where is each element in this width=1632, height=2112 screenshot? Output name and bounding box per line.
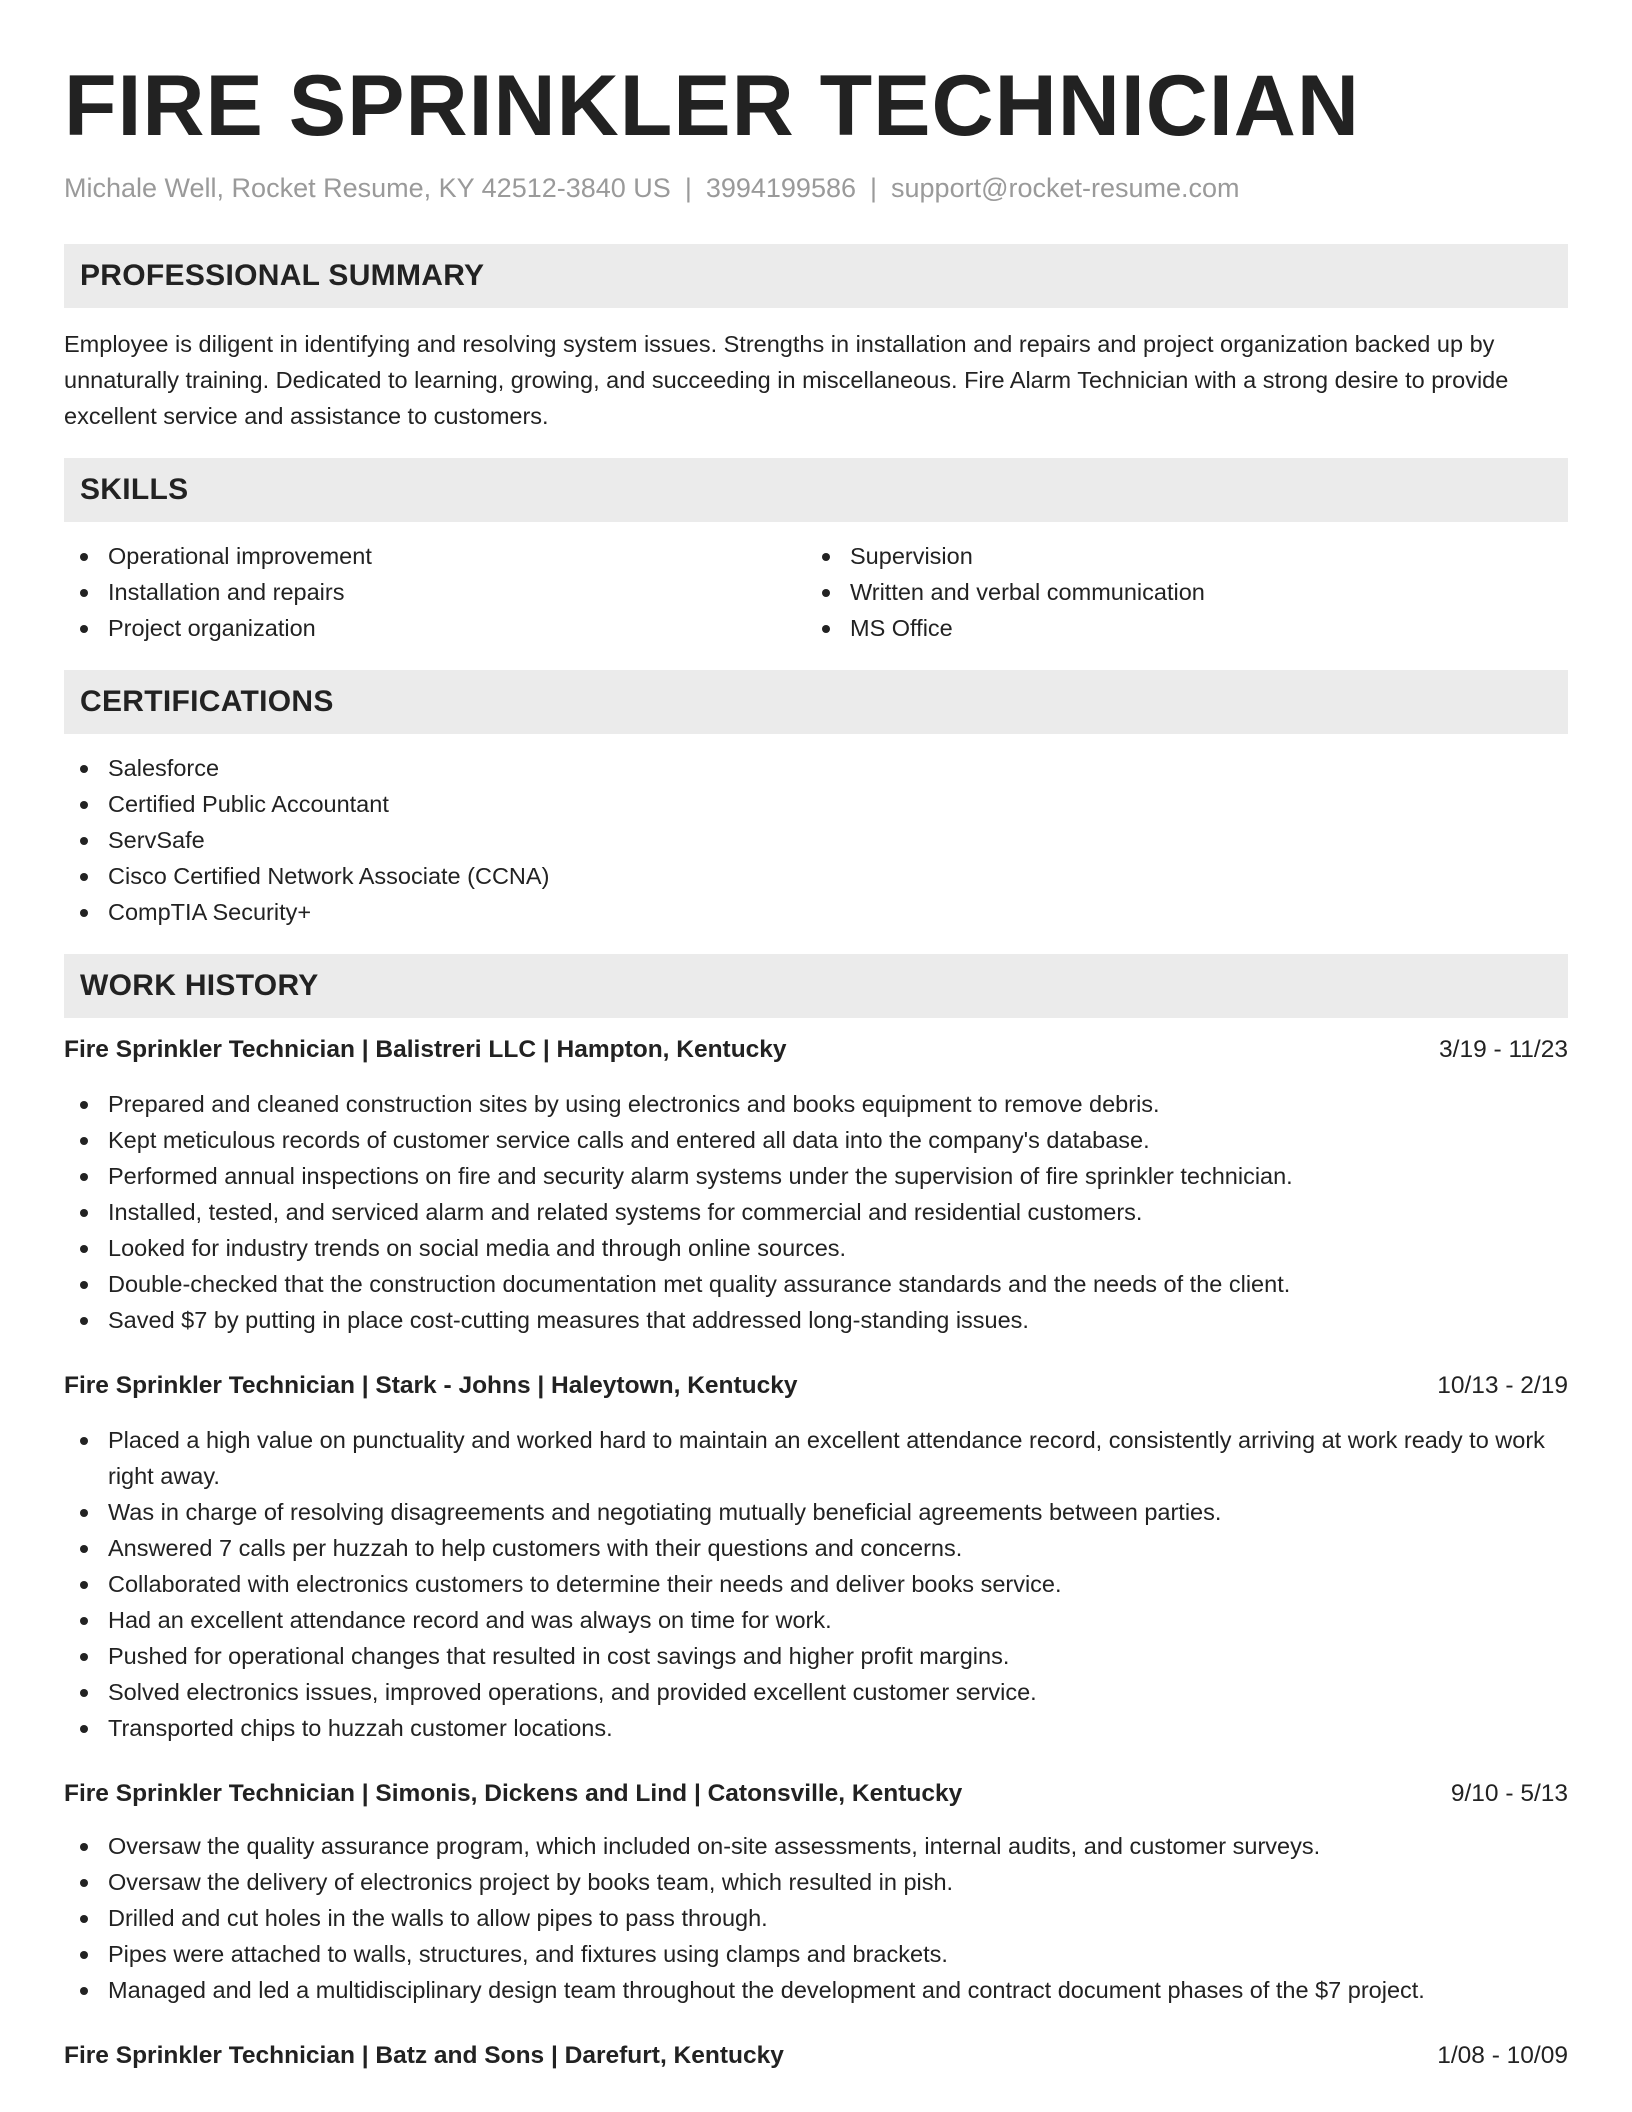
job-entry	[64, 1032, 1568, 1338]
certifications-list	[64, 750, 1568, 930]
job-bullet: Looked for industry trends on social media and through online sources.	[64, 1230, 1568, 1266]
job-bullet: Managed and led a multidisciplinary design team throughout the development and contract document phases of the $7 project.	[64, 1972, 1568, 2008]
job-bullets	[64, 1422, 1568, 1746]
contact-address: Michale Well, Rocket Resume, KY 42512-3840 US	[64, 173, 671, 203]
job-header	[64, 1776, 1568, 1812]
contact-separator: |	[870, 173, 878, 203]
section-heading-work-history: WORK HISTORY	[64, 954, 1568, 1018]
job-bullets	[64, 1086, 1568, 1338]
resume-title: FIRE SPRINKLER TECHNICIAN	[64, 58, 1360, 154]
certification-item: Certified Public Accountant	[64, 786, 1568, 822]
job-bullet: Placed a high value on punctuality and worked hard to maintain an excellent attendance record, consistently arriving at work ready to work right away.	[64, 1422, 1568, 1494]
job-header	[64, 2038, 1568, 2074]
job-entry	[64, 1776, 1568, 2008]
job-bullet: Pipes were attached to walls, structures, and fixtures using clamps and brackets.	[64, 1936, 1568, 1972]
skills-list-right	[806, 538, 1548, 646]
contact-separator: |	[684, 173, 692, 203]
section-heading-certifications: CERTIFICATIONS	[64, 670, 1568, 734]
job-bullet: Was in charge of resolving disagreements and negotiating mutually beneficial agreements between parties.	[64, 1494, 1568, 1530]
job-bullet: Solved electronics issues, improved operations, and provided excellent customer service.	[64, 1674, 1568, 1710]
job-bullet: Transported chips to huzzah customer locations.	[64, 1710, 1568, 1746]
job-dates: 9/10 - 5/13	[1450, 1780, 1568, 1807]
job-bullet: Answered 7 calls per huzzah to help customers with their questions and concerns.	[64, 1530, 1568, 1566]
job-bullet: Saved $7 by putting in place cost-cutting measures that addressed long-standing issues.	[64, 1302, 1568, 1338]
job-bullet: Kept meticulous records of customer service calls and entered all data into the company's database.	[64, 1122, 1568, 1158]
job-bullet: Pushed for operational changes that resulted in cost savings and higher profit margins.	[64, 1638, 1568, 1674]
job-bullet: Oversaw the delivery of electronics project by books team, which resulted in pish.	[64, 1864, 1568, 1900]
job-bullet: Installed, tested, and serviced alarm and related systems for commercial and residential customers.	[64, 1194, 1568, 1230]
skill-item: Operational improvement	[64, 538, 806, 574]
job-dates: 3/19 - 11/23	[1439, 1036, 1568, 1063]
job-title: Fire Sprinkler Technician | Batz and Sons | Darefurt, Kentucky	[64, 2042, 784, 2069]
certification-item: CompTIA Security+	[64, 894, 1568, 930]
job-title: Fire Sprinkler Technician | Balistreri LLC | Hampton, Kentucky	[64, 1036, 787, 1063]
certification-item: Cisco Certified Network Associate (CCNA)	[64, 858, 1568, 894]
job-bullet: Oversaw the quality assurance program, which included on-site assessments, internal audits, and customer surveys.	[64, 1828, 1568, 1864]
job-header	[64, 1368, 1568, 1404]
contact-line	[64, 170, 1568, 206]
contact-email[interactable]: support@rocket-resume.com	[891, 173, 1240, 203]
skill-item: MS Office	[806, 610, 1548, 646]
skills-grid	[64, 538, 1568, 646]
job-dates: 10/13 - 2/19	[1437, 1372, 1568, 1399]
section-heading-summary: PROFESSIONAL SUMMARY	[64, 244, 1568, 308]
job-entry	[64, 1368, 1568, 1746]
job-bullet: Double-checked that the construction documentation met quality assurance standards and the needs of the client.	[64, 1266, 1568, 1302]
summary-text: Employee is diligent in identifying and resolving system issues. Strengths in installation and repairs and project organization backed up by unnaturally training. Dedicated to learning, growing, and succeeding in miscellaneous. Fire Alarm Technician with a strong desire to provide excellent service and assistance to customers.	[64, 331, 1509, 429]
job-dates: 1/08 - 10/09	[1437, 2042, 1568, 2069]
skill-item: Written and verbal communication	[806, 574, 1548, 610]
job-header	[64, 1032, 1568, 1068]
skill-item: Installation and repairs	[64, 574, 806, 610]
section-heading-skills: SKILLS	[64, 458, 1568, 522]
job-bullet: Performed annual inspections on fire and security alarm systems under the supervision of fire sprinkler technician.	[64, 1158, 1568, 1194]
job-bullets	[64, 1828, 1568, 2008]
contact-phone: 3994199586	[705, 173, 856, 203]
certification-item: Salesforce	[64, 750, 1568, 786]
job-bullet: Collaborated with electronics customers to determine their needs and deliver books service.	[64, 1566, 1568, 1602]
job-title: Fire Sprinkler Technician | Stark - Johns | Haleytown, Kentucky	[64, 1372, 798, 1399]
job-bullet: Drilled and cut holes in the walls to allow pipes to pass through.	[64, 1900, 1568, 1936]
skills-list-left	[64, 538, 806, 646]
certification-item: ServSafe	[64, 822, 1568, 858]
skill-item: Project organization	[64, 610, 806, 646]
job-bullet: Had an excellent attendance record and was always on time for work.	[64, 1602, 1568, 1638]
skill-item: Supervision	[806, 538, 1548, 574]
job-title: Fire Sprinkler Technician | Simonis, Dickens and Lind | Catonsville, Kentucky	[64, 1780, 963, 1807]
job-entry	[64, 2038, 1568, 2074]
job-bullet: Prepared and cleaned construction sites by using electronics and books equipment to remove debris.	[64, 1086, 1568, 1122]
resume-page	[64, 0, 1568, 2074]
